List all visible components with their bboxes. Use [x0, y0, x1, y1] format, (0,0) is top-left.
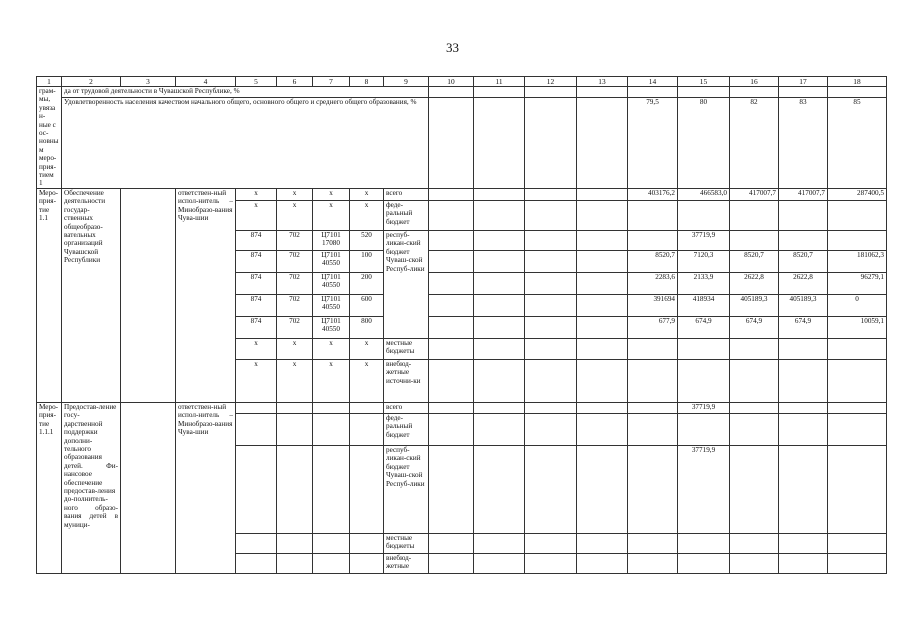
value-cell: 2283,6 [628, 272, 678, 294]
table-row: 874 702 Ц7101 17080 520 респуб-ликан-ский бюджет Чуваш-ской Респуб-лики 37719,9 [37, 230, 887, 250]
table-row [37, 97, 887, 188]
value-cell: 10059,1 [828, 316, 887, 338]
value-cell: 8520,7 [628, 250, 678, 272]
col-number: 9 [384, 77, 429, 87]
value-cell: 7120,3 [678, 250, 730, 272]
col-number: 5 [236, 77, 277, 87]
funding-source-cell: феде-ральный бюджет [384, 200, 429, 230]
table-row: x x x x феде-ральный бюджет [37, 200, 887, 230]
table-row: 874 702 Ц7101 40550 800 677,9 674,9 674,9 674,9 10059,1 [37, 316, 887, 338]
measure-title-cell: Предостав-ление госу-дарственной поддержки дополни-тельного образования детей. Фи-нансовое обеспечение предостав-ления до-полнитель-ного образо-вания детей в муници- [62, 402, 121, 573]
table-row: x x x x внебюд-жетные источни-ки [37, 359, 887, 402]
value-cell: 405189,3 [779, 294, 828, 316]
value-cell: 2622,8 [730, 272, 779, 294]
col-number: 6 [277, 77, 313, 87]
value-cell: 85 [828, 97, 887, 188]
value-cell: 37719,9 [678, 402, 730, 413]
col-number: 11 [474, 77, 525, 87]
value-cell: 37719,9 [678, 445, 730, 533]
value-cell: 2622,8 [779, 272, 828, 294]
table-row [37, 87, 887, 98]
value-cell: 391694 [628, 294, 678, 316]
executor-cell: ответствен-ный испол-нитель – Минобразо-вания Чува-шии [176, 402, 236, 573]
col-number: 17 [779, 77, 828, 87]
table-row: 874 702 Ц7101 40550 600 391694 418934 405189,3 405189,3 0 [37, 294, 887, 316]
value-cell: 0 [828, 294, 887, 316]
value-cell: 674,9 [730, 316, 779, 338]
table-row: 874 702 Ц7101 40550 100 8520,7 7120,3 8520,7 8520,7 181062,3 [37, 250, 887, 272]
col-number: 16 [730, 77, 779, 87]
table-row: 874 702 Ц7101 40550 200 2283,6 2133,9 2622,8 2622,8 96279,1 [37, 272, 887, 294]
value-cell: 466583,0 [678, 188, 730, 200]
col-number: 10 [429, 77, 474, 87]
funding-source-cell: местные бюджеты [384, 533, 429, 553]
funding-source-cell: внебюд-жетные источни-ки [384, 359, 429, 402]
value-cell: 96279,1 [828, 272, 887, 294]
column-number-row [37, 77, 887, 87]
value-cell: 677,9 [628, 316, 678, 338]
col-number: 3 [121, 77, 176, 87]
indicator-text: да от трудовой деятельности в Чувашской Республике, % [62, 87, 429, 98]
value-cell: 37719,9 [678, 230, 730, 250]
value-cell: 287400,5 [828, 188, 887, 200]
col-number: 14 [628, 77, 678, 87]
value-cell: 674,9 [779, 316, 828, 338]
funding-source-cell: всего [384, 402, 429, 413]
funding-source-cell: всего [384, 188, 429, 200]
indicator-text: Удовлетворенность населения качеством начального общего, основного общего и среднего общего образования, % [62, 97, 429, 188]
value-cell: 403176,2 [628, 188, 678, 200]
value-cell: 181062,3 [828, 250, 887, 272]
funding-source-cell: внебюд-жетные [384, 553, 429, 573]
funding-source-cell: местные бюджеты [384, 338, 429, 359]
col-number: 18 [828, 77, 887, 87]
value-cell: 405189,3 [730, 294, 779, 316]
value-cell: 79,5 [628, 97, 678, 188]
col-number: 8 [350, 77, 384, 87]
funding-source-cell: феде-ральный бюджет [384, 413, 429, 445]
value-cell: 8520,7 [779, 250, 828, 272]
value-cell: 674,9 [678, 316, 730, 338]
value-cell: 83 [779, 97, 828, 188]
value-cell: 80 [678, 97, 730, 188]
budget-table [36, 76, 887, 574]
value-cell: 8520,7 [730, 250, 779, 272]
table-row [37, 402, 887, 413]
funding-source-cell: респуб-ликан-ский бюджет Чуваш-ской Респуб-лики [384, 230, 429, 338]
col-number: 15 [678, 77, 730, 87]
goal-col1-cell: грам- мы, увязан- ные с ос- новным меро- прия- тием 1 [37, 87, 62, 189]
value-cell: 2133,9 [678, 272, 730, 294]
executor-cell: ответствен-ный испол-нитель – Минобразо-вания Чува-шии [176, 188, 236, 402]
table-row: x x x x местные бюджеты [37, 338, 887, 359]
col-number: 1 [37, 77, 62, 87]
measure-number-cell: Меро- прия- тие 1.1 [37, 188, 62, 402]
value-cell: 417007,7 [730, 188, 779, 200]
page-number: 33 [446, 40, 459, 55]
value-cell: 417007,7 [779, 188, 828, 200]
value-cell: 82 [730, 97, 779, 188]
col-number: 12 [525, 77, 577, 87]
col-number: 4 [176, 77, 236, 87]
funding-source-cell: респуб-ликан-ский бюджет Чуваш-ской Респуб-лики [384, 445, 429, 533]
col-number: 13 [577, 77, 628, 87]
measure-title-cell: Обеспечение деятельности государ-ственных общеобразо-вательных организаций Чувашской Республики [62, 188, 121, 402]
table-row: Меро- прия- тие 1.1 Обеспечение деятельности государ-ственных общеобразо-вательных организаций Чувашской Республики ответствен-ный испол-нитель – Минобразо-вания Чува-шии x x x x всего 403176,2 466583,0 417007,7 417007,7 287400,5 [37, 188, 887, 200]
col-number: 7 [313, 77, 350, 87]
measure-number-cell: Меро- прия- тие 1.1.1 [37, 402, 62, 573]
value-cell: 418934 [678, 294, 730, 316]
col-number: 2 [62, 77, 121, 87]
